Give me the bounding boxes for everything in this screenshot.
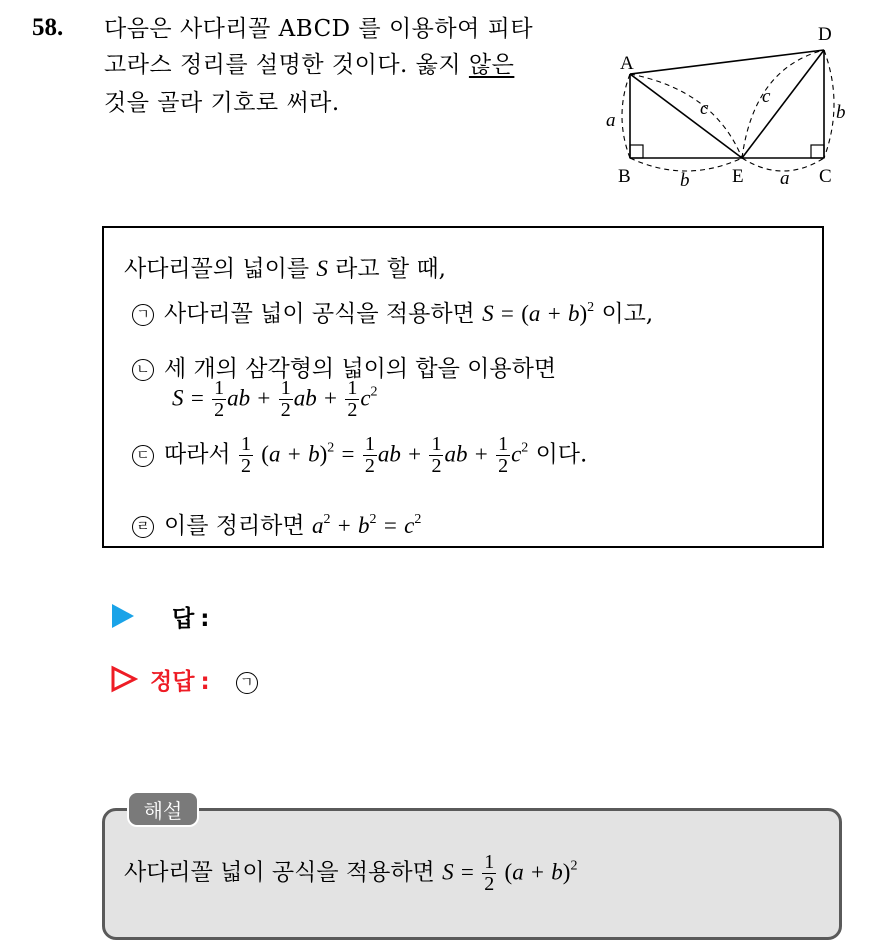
label-seg-b-bottom: b: [680, 170, 690, 191]
question-line-1: 다음은 사다리꼴 ABCD 를 이용하여 피타: [104, 16, 534, 42]
fraction-half: $\frac{1}{2}$: [364, 433, 375, 477]
label-c: C: [819, 166, 832, 187]
math-rparen: ): [579, 301, 588, 326]
math-s: S: [172, 385, 184, 411]
marker-3: ㄷ: [132, 445, 154, 467]
math-plus: +: [257, 385, 271, 411]
item-1-text: 사다리꼴 넓이 공식을 적용하면: [164, 301, 483, 327]
fraction-half: $\frac{1}{2}$: [240, 433, 251, 477]
item-2-text: 세 개의 삼각형의 넓이의 합을 이용하면: [164, 356, 557, 382]
explanation-tab: 해설: [127, 791, 199, 827]
question-line-3: 것을 골라 기호로 써라.: [104, 90, 340, 116]
right-angle-c: [811, 145, 824, 158]
correct-answer-label: 정답: [150, 669, 195, 695]
fraction-half: $\frac{1}{2}$: [484, 851, 495, 895]
segment-ae: [630, 74, 742, 158]
item-3-text: 따라서: [164, 441, 238, 468]
answer-row: [110, 600, 209, 633]
fraction-half: $\frac{1}{2}$: [214, 377, 225, 421]
explanation-body: 사다리꼴 넓이 공식을 적용하면: [124, 859, 443, 886]
answer-colon: :: [200, 606, 210, 632]
arc-b-right: [824, 50, 834, 158]
outline-arrow-icon: [110, 665, 138, 693]
segment-ad: [630, 50, 824, 74]
explanation-text: 사다리꼴 넓이 공식을 적용하면 S = $\frac{1}{2}$ $(a + b)^2$: [124, 851, 578, 895]
item-3-tail: 이다.: [528, 441, 588, 468]
correct-answer-colon: :: [200, 669, 210, 695]
math-plus: +: [324, 385, 338, 411]
math-c: c: [360, 385, 371, 411]
question-line-2a: 고라스 정리를 설명한 것이다. 옳지: [104, 52, 469, 78]
marker-4: ㄹ: [132, 516, 154, 538]
math-eq: =: [500, 301, 514, 326]
label-seg-a-left: a: [606, 110, 616, 131]
box-intro-post: 라고 할 때,: [327, 256, 446, 282]
box-intro-s: S: [316, 256, 328, 281]
fraction-half: $\frac{1}{2}$: [498, 433, 509, 477]
math-ab: ab: [293, 385, 317, 411]
marker-1: ㄱ: [132, 304, 154, 326]
correct-answer-value: ㄱ: [236, 672, 258, 694]
math-eq: =: [190, 385, 204, 411]
segment-ed: [742, 50, 824, 158]
question-number: 58.: [32, 14, 64, 41]
arc-a-left: [622, 74, 630, 158]
play-arrow-icon: [110, 602, 136, 630]
fraction-half: $\frac{1}{2}$: [431, 433, 442, 477]
fraction-half: $\frac{1}{2}$: [280, 377, 291, 421]
math-plus: +: [547, 301, 561, 326]
box-intro: [124, 250, 446, 283]
question-emphasis: 않은: [468, 52, 515, 78]
marker-2: ㄴ: [132, 359, 154, 381]
fraction-half: $\frac{1}{2}$: [347, 377, 358, 421]
question-line-2: [104, 50, 514, 80]
label-seg-c-2: c: [762, 86, 771, 107]
math-exp: 2: [370, 384, 378, 400]
math-a: a: [528, 301, 541, 326]
item-4: ㄹ 이를 정리하면 $a^2 + b^2 = c^2$: [132, 507, 421, 540]
label-seg-c-1: c: [700, 98, 709, 119]
label-d: D: [818, 24, 832, 45]
label-b: B: [618, 166, 631, 187]
item-1: [132, 295, 653, 328]
label-seg-b-right: b: [836, 102, 846, 123]
item-3: ㄷ 따라서 $\frac{1}{2}$ $(a + b)^2$ = $\frac{1}{2}$ ab + $\frac{1}{2}$ ab + $\frac{1}{2}$ $c^2$ 이다.: [132, 434, 587, 477]
math-b: b: [567, 301, 580, 326]
item-1-tail: 이고,: [594, 301, 654, 327]
correct-answer-row: [110, 663, 268, 696]
right-angle-b: [630, 145, 643, 158]
answer-label: 답: [172, 606, 195, 632]
math-s: S: [482, 301, 494, 326]
math-ab: ab: [227, 385, 251, 411]
trapezoid-figure: [590, 20, 860, 195]
item-4-text: 이를 정리하면: [164, 513, 312, 539]
label-seg-a-bottom: a: [780, 168, 790, 189]
box-intro-pre: 사다리꼴의 넓이를: [124, 256, 317, 282]
item-2-formula: [172, 378, 378, 421]
math-exp: 2: [587, 300, 595, 315]
label-e: E: [732, 166, 744, 187]
math-lparen: (: [521, 301, 529, 326]
label-a: A: [620, 53, 634, 74]
